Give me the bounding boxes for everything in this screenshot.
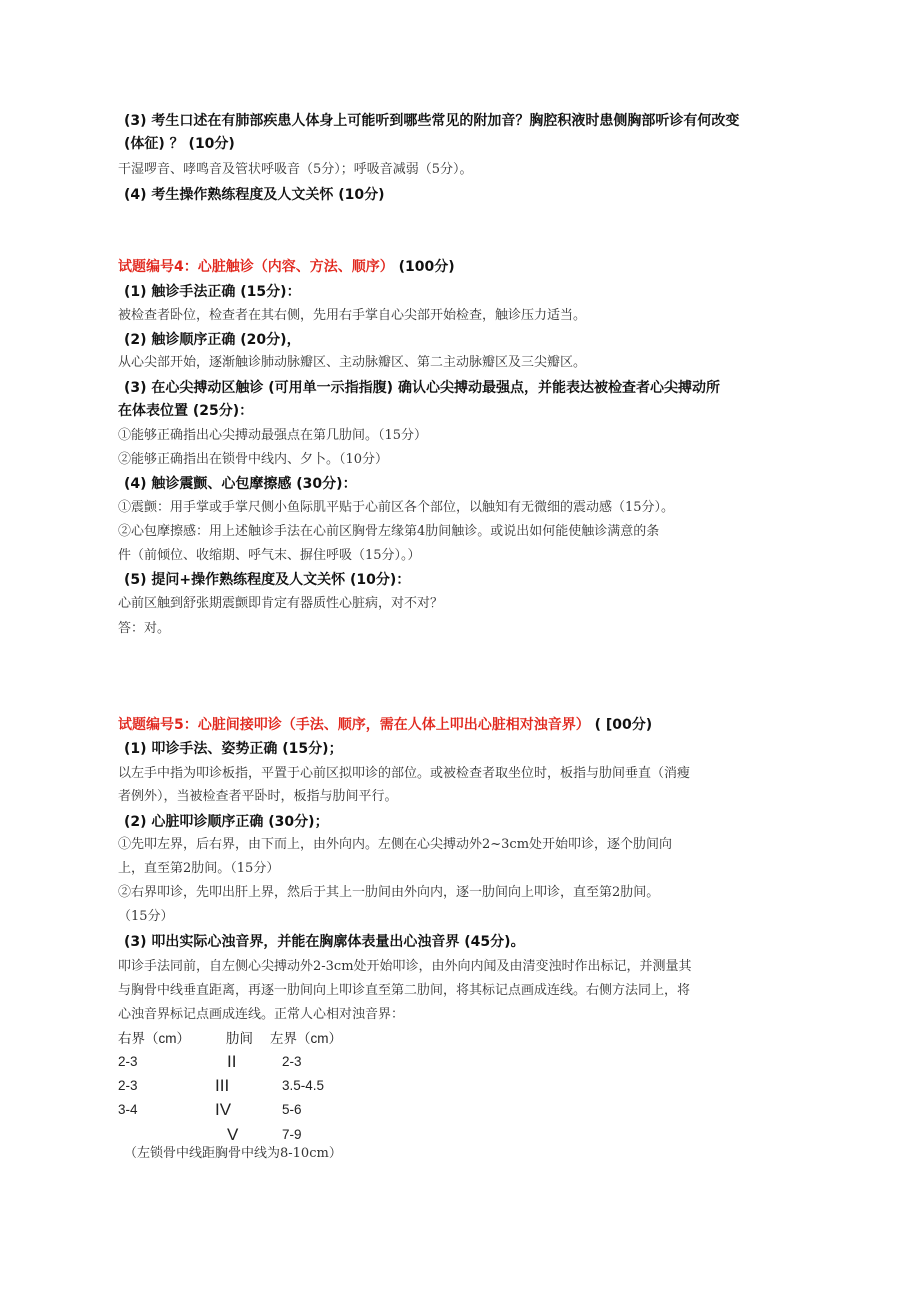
s4-question-4: (4) 触诊震颤、心包摩擦感 (30分)： [124, 476, 357, 492]
s5-question-1-answer-line2: 者例外），当被检查者平卧时，板指与肋间平行。 [118, 789, 398, 804]
section5-title: 试题编号5：心脏间接叩诊（手法、顺序，需在人体上叩出心脏相对浊音界） [118, 717, 590, 733]
section5-heading [118, 714, 652, 736]
s3-question-3-line2: (体征) ？ (10分) [124, 136, 235, 152]
table-header-intercostal: 肋间 [226, 1031, 253, 1046]
s5-question-3-answer-line1: 叩诊手法同前，自左侧心尖搏动外2-3cm处开始叩诊，由外向内闻及由清变浊时作出标记，并测量其 [118, 959, 692, 974]
table-row-1-left: 2-3 [282, 1054, 302, 1069]
s4-question-1-answer: 被检查者卧位，检查者在其右侧，先用右手掌自心尖部开始检查，触诊压力适当。 [118, 308, 587, 323]
s4-question-5-prompt: 心前区触到舒张期震颤即肯定有器质性心脏病，对不对？ [118, 596, 444, 611]
s5-question-2: (2) 心脏叩诊顺序正确 (30分)； [124, 814, 329, 830]
s5-question-2-answer-2-line2: （15分） [118, 909, 174, 924]
table-header-right-border: 右界（cm） [118, 1031, 190, 1046]
s5-question-1-answer-line1: 以左手中指为叩诊板指，平置于心前区拟叩诊的部位。或被检查者取坐位时，板指与肋间垂直（消瘦 [118, 766, 691, 781]
s5-question-3-answer-line3: 心浊音界标记点画成连线。正常人心相对浊音界： [118, 1007, 405, 1022]
s4-question-3-answer-2: ②能够正确指出在锁骨中线内、夕卜。（10分） [118, 452, 389, 467]
table-row-4-intercostal: V [227, 1125, 239, 1144]
table-header-left-border: 左界（cm） [270, 1031, 342, 1046]
s4-question-3-line1: (3) 在心尖搏动区触诊 (可用单一示指指腹) 确认心尖搏动最强点，并能表达被检查者心尖搏动所 [124, 380, 720, 396]
table-row-4-left: 7-9 [282, 1127, 302, 1142]
table-row-3-intercostal: IV [215, 1100, 232, 1119]
section4-title: 试题编号4：心脏触诊（内容、方法、顺序） [118, 259, 394, 275]
s3-question-3-answer: 干湿啰音、哮鸣音及管状呼吸音（5分）；呼吸音减弱（5分）。 [118, 162, 473, 177]
s3-question-4: (4) 考生操作熟练程度及人文关怀 (10分) [124, 187, 385, 203]
s5-note: （左锁骨中线距胸骨中线为8-10cm） [124, 1146, 342, 1161]
s4-question-4-answer-2-line2: 件（前倾位、收缩期、呼气末、摒住呼吸（15分）。） [118, 548, 421, 563]
s4-question-5-answer: 答：对。 [118, 621, 171, 636]
s4-question-3-line2: 在体表位置 (25分)： [118, 403, 254, 419]
s3-question-3-line1: (3) 考生口述在有肺部疾患人体身上可能听到哪些常见的附加音？胸腔积液时患侧胸部听诊有何改变 [124, 113, 740, 129]
s5-question-3: (3) 叩出实际心浊音界，并能在胸廓体表量出心浊音界 (45分)。 [124, 934, 525, 950]
section5-score: ( [00分) [594, 717, 653, 733]
section4-heading [118, 256, 455, 278]
s4-question-3-answer-1: ①能够正确指出心尖搏动最强点在第几肋间。（15分） [118, 428, 428, 443]
s4-question-4-answer-2-line1: ②心包摩擦感：用上述触诊手法在心前区胸骨左缘第4肋间触诊。或说出如何能使触诊满意的条 [118, 524, 660, 539]
s5-question-2-answer-2-line1: ②右界叩诊，先叩出肝上界，然后于其上一肋间由外向内，逐一肋间向上叩诊，直至第2肋间。 [118, 885, 660, 900]
s4-question-1: (1) 触诊手法正确 (15分)： [124, 284, 301, 300]
table-row-1-intercostal: II [227, 1052, 237, 1071]
table-row-2-intercostal: III [215, 1076, 230, 1095]
s4-question-2: (2) 触诊顺序正确 (20分)， [124, 332, 301, 348]
table-row-3-right: 3-4 [118, 1102, 138, 1117]
table-row-2-right: 2-3 [118, 1078, 138, 1093]
table-row-3-left: 5-6 [282, 1102, 302, 1117]
table-row-2-left: 3.5-4.5 [282, 1078, 325, 1093]
s5-question-2-answer-1-line1: ①先叩左界，后右界，由下而上，由外向内。左侧在心尖搏动外2~3cm处开始叩诊，逐个肋间向 [118, 837, 673, 852]
s4-question-2-answer: 从心尖部开始，逐渐触诊肺动脉瓣区、主动脉瓣区、第二主动脉瓣区及三尖瓣区。 [118, 355, 587, 370]
s5-question-1: (1) 叩诊手法、姿势正确 (15分)； [124, 741, 343, 757]
s4-question-5: (5) 提问+操作熟练程度及人文关怀 (10分)： [124, 572, 411, 588]
s5-question-2-answer-1-line2: 上，直至第2肋间。（15分） [118, 861, 280, 876]
section4-score: (100分) [398, 259, 455, 275]
s5-question-3-answer-line2: 与胸骨中线垂直距离，再逐一肋间向上叩诊直至第二肋间，将其标记点画成连线。右侧方法同上，将 [118, 983, 691, 998]
table-row-1-right: 2-3 [118, 1054, 138, 1069]
s4-question-4-answer-1: ①震颤：用手掌或手掌尺侧小鱼际肌平贴于心前区各个部位，以触知有无微细的震动感（15分）。 [118, 500, 675, 515]
